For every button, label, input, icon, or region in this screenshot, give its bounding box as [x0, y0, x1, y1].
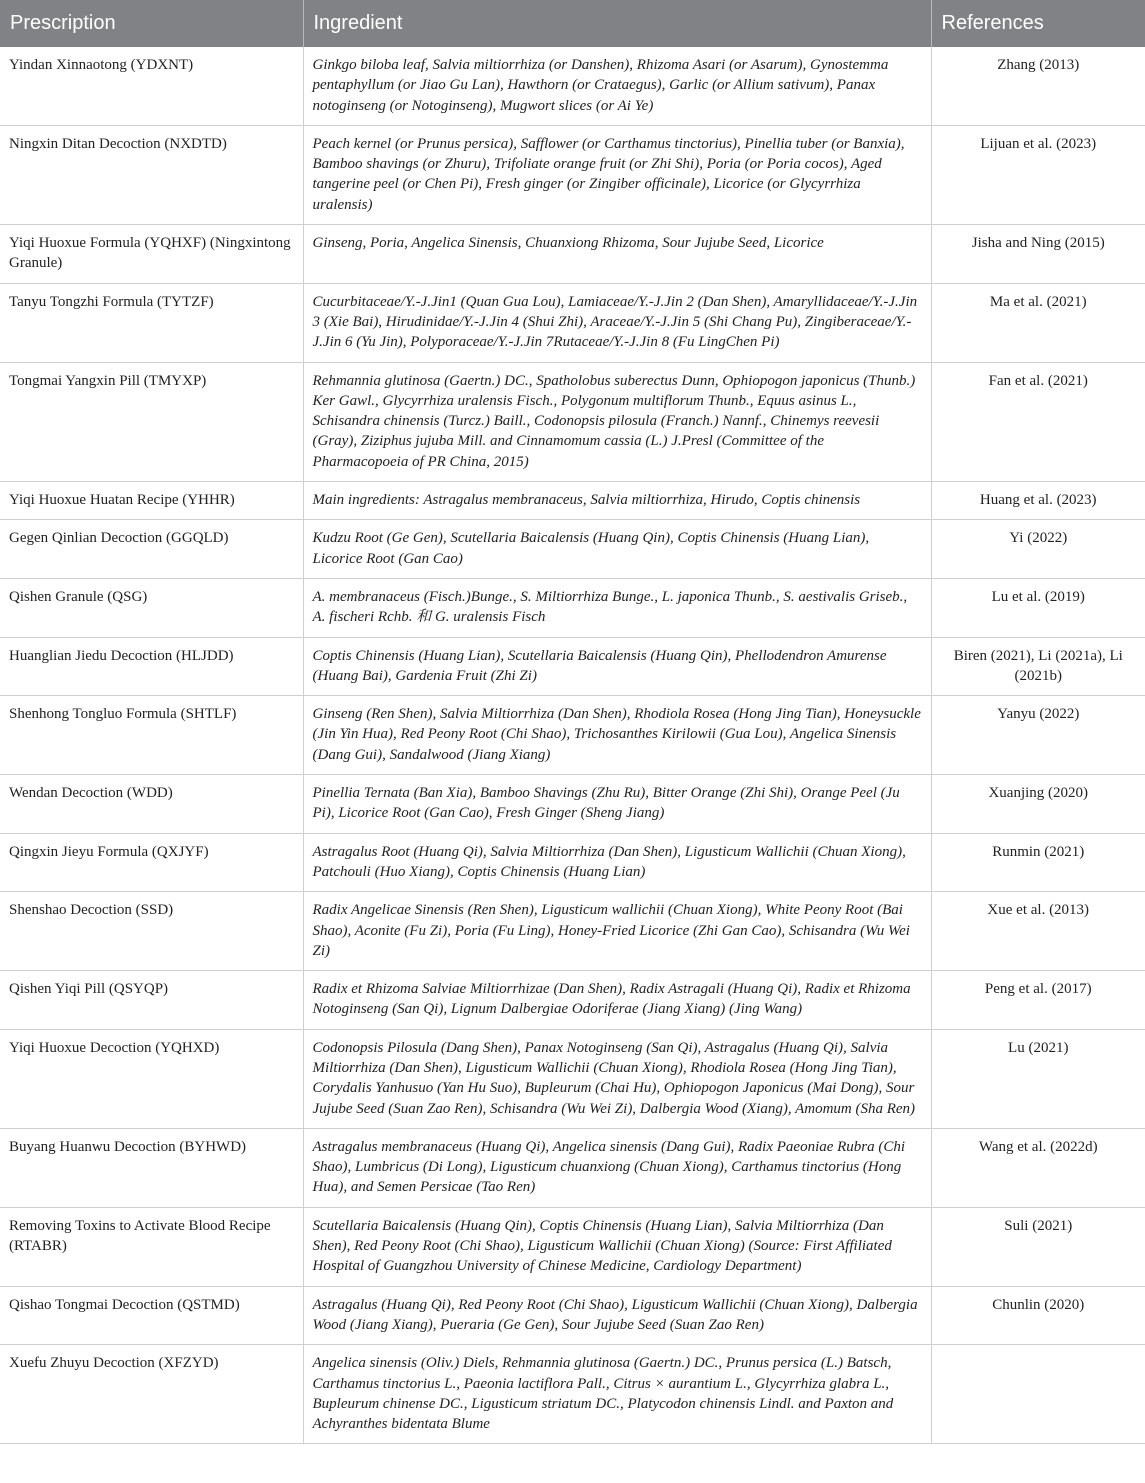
ingredient-cell: Scutellaria Baicalensis (Huang Qin), Coptis Chinensis (Huang Lian), Salvia Miltiorrhiza (Dan Shen), Red Peony Root (Chi Shao), Ligusticum Wallichii (Chuan Xiong) (Source: First Affiliated Hospital of Guangzhou University of Chinese Medicine, Cardiology Department): [303, 1207, 931, 1286]
table-row: [0, 1345, 1145, 1444]
reference-cell: Runmin (2021): [931, 833, 1145, 892]
table-row: [0, 283, 1145, 362]
ingredient-cell: Radix et Rhizoma Salviae Miltiorrhizae (Dan Shen), Radix Astragali (Huang Qi), Radix et Rhizoma Notoginseng (San Qi), Lignum Dalbergiae Odoriferae (Jiang Xiang) (Jing Wang): [303, 971, 931, 1030]
table-row: [0, 1207, 1145, 1286]
prescription-cell: Ningxin Ditan Decoction (NXDTD): [0, 125, 303, 224]
column-header-ingredient: Ingredient: [303, 0, 931, 47]
table-row: [0, 1029, 1145, 1128]
table-row: [0, 225, 1145, 284]
ingredient-cell: Angelica sinensis (Oliv.) Diels, Rehmannia glutinosa (Gaertn.) DC., Prunus persica (L.) Batsch, Carthamus tinctorius L., Paeonia lactiflora Pall., Citrus × aurantium L., Glycyrrhiza glabra L., Bupleurum chinense DC., Ligusticum striatum DC., Platycodon chinensis Lindl. and Paxton and Achyranthes bidentata Blume: [303, 1345, 931, 1444]
reference-cell: Chunlin (2020): [931, 1286, 1145, 1345]
reference-cell: Wang et al. (2022d): [931, 1128, 1145, 1207]
reference-cell: Peng et al. (2017): [931, 971, 1145, 1030]
table-row: [0, 482, 1145, 520]
table-header: [0, 0, 1145, 47]
prescription-cell: Qingxin Jieyu Formula (QXJYF): [0, 833, 303, 892]
reference-cell: Yanyu (2022): [931, 696, 1145, 775]
reference-cell: Zhang (2013): [931, 47, 1145, 125]
ingredient-cell: Coptis Chinensis (Huang Lian), Scutellaria Baicalensis (Huang Qin), Phellodendron Amurense (Huang Bai), Gardenia Fruit (Zhi Zi): [303, 637, 931, 696]
prescription-cell: Qishen Granule (QSG): [0, 578, 303, 637]
table-body: [0, 47, 1145, 1444]
prescription-cell: Tongmai Yangxin Pill (TMYXP): [0, 362, 303, 481]
ingredient-cell: Main ingredients: Astragalus membranaceus, Salvia miltiorrhiza, Hirudo, Coptis chinensis: [303, 482, 931, 520]
prescription-cell: Shenhong Tongluo Formula (SHTLF): [0, 696, 303, 775]
ingredient-cell: A. membranaceus (Fisch.)Bunge., S. Miltiorrhiza Bunge., L. japonica Thunb., S. aestivalis Griseb., A. fischeri Rchb. 和 G. uralensis Fisch: [303, 578, 931, 637]
reference-cell: Jisha and Ning (2015): [931, 225, 1145, 284]
reference-cell: Lu (2021): [931, 1029, 1145, 1128]
table-row: [0, 833, 1145, 892]
reference-cell: Xuanjing (2020): [931, 775, 1145, 834]
reference-cell: Suli (2021): [931, 1207, 1145, 1286]
ingredient-cell: Astragalus (Huang Qi), Red Peony Root (Chi Shao), Ligusticum Wallichii (Chuan Xiong), Dalbergia Wood (Jiang Xiang), Pueraria (Ge Gen), Sour Jujube Seed (Suan Zao Ren): [303, 1286, 931, 1345]
table-row: [0, 47, 1145, 125]
ingredient-cell: Pinellia Ternata (Ban Xia), Bamboo Shavings (Zhu Ru), Bitter Orange (Zhi Shi), Orange Peel (Ju Pi), Licorice Root (Gan Cao), Fresh Ginger (Sheng Jiang): [303, 775, 931, 834]
prescription-cell: Qishen Yiqi Pill (QSYQP): [0, 971, 303, 1030]
prescription-cell: Tanyu Tongzhi Formula (TYTZF): [0, 283, 303, 362]
column-header-prescription: Prescription: [0, 0, 303, 47]
column-header-references: References: [931, 0, 1145, 47]
ingredient-cell: Codonopsis Pilosula (Dang Shen), Panax Notoginseng (San Qi), Astragalus (Huang Qi), Salvia Miltiorrhiza (Dan Shen), Ligusticum Wallichii (Chuan Xiong), Rhodiola Rosea (Hong Jing Tian), Corydalis Yanhusuo (Yan Hu Suo), Bupleurum (Chai Hu), Ophiopogon Japonicus (Mai Dong), Sour Jujube Seed (Suan Zao Ren), Schisandra (Wu Wei Zi), Dalbergia Wood (Xiang), Amomum (Sha Ren): [303, 1029, 931, 1128]
prescription-cell: Yiqi Huoxue Decoction (YQHXD): [0, 1029, 303, 1128]
prescription-cell: Gegen Qinlian Decoction (GGQLD): [0, 520, 303, 579]
ingredient-cell: Astragalus Root (Huang Qi), Salvia Miltiorrhiza (Dan Shen), Ligusticum Wallichii (Chuan Xiong), Patchouli (Huo Xiang), Coptis Chinensis (Huang Lian): [303, 833, 931, 892]
reference-cell: Yi (2022): [931, 520, 1145, 579]
ingredient-cell: Ginseng, Poria, Angelica Sinensis, Chuanxiong Rhizoma, Sour Jujube Seed, Licorice: [303, 225, 931, 284]
reference-cell: Lijuan et al. (2023): [931, 125, 1145, 224]
prescription-cell: Huanglian Jiedu Decoction (HLJDD): [0, 637, 303, 696]
table-row: [0, 578, 1145, 637]
prescription-cell: Removing Toxins to Activate Blood Recipe (RTABR): [0, 1207, 303, 1286]
reference-cell: Xue et al. (2013): [931, 892, 1145, 971]
table-row: [0, 637, 1145, 696]
ingredient-cell: Cucurbitaceae/Y.-J.Jin1 (Quan Gua Lou), Lamiaceae/Y.-J.Jin 2 (Dan Shen), Amaryllidaceae/Y.-J.Jin 3 (Xie Bai), Hirudinidae/Y.-J.Jin 4 (Shui Zhi), Araceae/Y.-J.Jin 5 (Shi Chang Pu), Zingiberaceae/Y.-J.Jin 6 (Yu Jin), Polyporaceae/Y.-J.Jin 7Rutaceae/Y.-J.Jin 8 (Fu LingChen Pi): [303, 283, 931, 362]
prescription-cell: Yindan Xinnaotong (YDXNT): [0, 47, 303, 125]
header-row: [0, 0, 1145, 47]
prescription-cell: Qishao Tongmai Decoction (QSTMD): [0, 1286, 303, 1345]
reference-cell: Ma et al. (2021): [931, 283, 1145, 362]
table-row: [0, 1286, 1145, 1345]
ingredient-cell: Ginseng (Ren Shen), Salvia Miltiorrhiza (Dan Shen), Rhodiola Rosea (Hong Jing Tian), Honeysuckle (Jin Yin Hua), Red Peony Root (Chi Shao), Trichosanthes Kirilowii (Gua Lou), Angelica Sinensis (Dang Gui), Sandalwood (Jiang Xiang): [303, 696, 931, 775]
ingredient-cell: Radix Angelicae Sinensis (Ren Shen), Ligusticum wallichii (Chuan Xiong), White Peony Root (Bai Shao), Aconite (Fu Zi), Poria (Fu Ling), Honey-Fried Licorice (Zhi Gan Cao), Schisandra (Wu Wei Zi): [303, 892, 931, 971]
ingredient-cell: Rehmannia glutinosa (Gaertn.) DC., Spatholobus suberectus Dunn, Ophiopogon japonicus (Thunb.) Ker Gawl., Glycyrrhiza uralensis Fisch., Polygonum multiflorum Thunb., Equus asinus L., Schisandra chinensis (Turcz.) Baill., Codonopsis pilosula (Franch.) Nannf., Chinemys reevesii (Gray), Ziziphus jujuba Mill. and Cinnamomum cassia (L.) J.Presl (Committee of the Pharmacopoeia of PR China, 2015): [303, 362, 931, 481]
table-row: [0, 520, 1145, 579]
table-row: [0, 362, 1145, 481]
table-row: [0, 125, 1145, 224]
prescription-cell: Yiqi Huoxue Formula (YQHXF) (Ningxintong Granule): [0, 225, 303, 284]
prescription-cell: Yiqi Huoxue Huatan Recipe (YHHR): [0, 482, 303, 520]
prescription-cell: Buyang Huanwu Decoction (BYHWD): [0, 1128, 303, 1207]
ingredient-cell: Peach kernel (or Prunus persica), Safflower (or Carthamus tinctorius), Pinellia tuber (or Banxia), Bamboo shavings (or Zhuru), Trifoliate orange fruit (or Zhi Shi), Poria (or Poria cocos), Aged tangerine peel (or Chen Pi), Fresh ginger (or Zingiber officinale), Licorice (or Glycyrrhiza uralensis): [303, 125, 931, 224]
ingredient-cell: Kudzu Root (Ge Gen), Scutellaria Baicalensis (Huang Qin), Coptis Chinensis (Huang Lian), Licorice Root (Gan Cao): [303, 520, 931, 579]
reference-cell: Huang et al. (2023): [931, 482, 1145, 520]
ingredient-cell: Astragalus membranaceus (Huang Qi), Angelica sinensis (Dang Gui), Radix Paeoniae Rubra (Chi Shao), Lumbricus (Di Long), Ligusticum chuanxiong (Chuan Xiong), Carthamus tinctorius (Hong Hua), and Semen Persicae (Tao Ren): [303, 1128, 931, 1207]
table-row: [0, 1128, 1145, 1207]
reference-cell: [931, 1345, 1145, 1444]
table-row: [0, 775, 1145, 834]
reference-cell: Lu et al. (2019): [931, 578, 1145, 637]
prescription-cell: Wendan Decoction (WDD): [0, 775, 303, 834]
table-row: [0, 971, 1145, 1030]
prescription-cell: Shenshao Decoction (SSD): [0, 892, 303, 971]
reference-cell: Fan et al. (2021): [931, 362, 1145, 481]
ingredient-cell: Ginkgo biloba leaf, Salvia miltiorrhiza (or Danshen), Rhizoma Asari (or Asarum), Gynostemma pentaphyllum (or Jiao Gu Lan), Hawthorn (or Crataegus), Garlic (or Allium sativum), Panax notoginseng (or Notoginseng), Mugwort slices (or Ai Ye): [303, 47, 931, 125]
table-row: [0, 892, 1145, 971]
reference-cell: Biren (2021), Li (2021a), Li (2021b): [931, 637, 1145, 696]
table-row: [0, 696, 1145, 775]
prescription-cell: Xuefu Zhuyu Decoction (XFZYD): [0, 1345, 303, 1444]
